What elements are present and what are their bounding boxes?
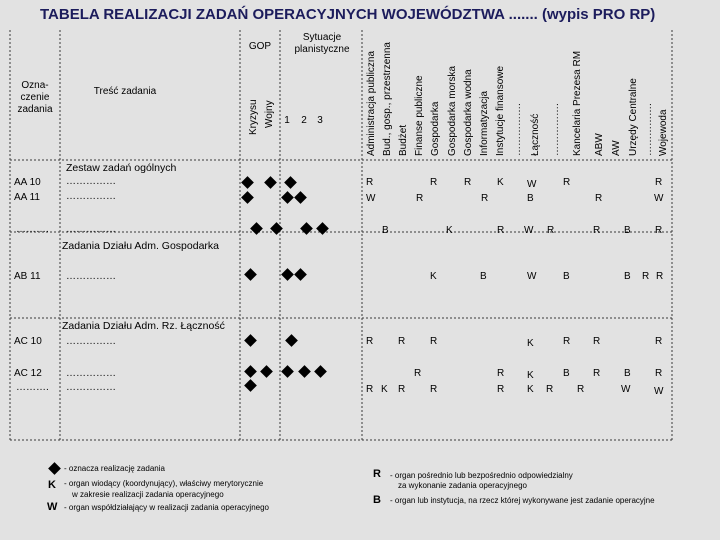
row-text: ……………	[66, 191, 116, 202]
row-code: AC 10	[14, 336, 42, 347]
row-text: ……………	[66, 382, 116, 393]
header-tresc: Treść zadania	[93, 86, 157, 97]
row-text: ……………	[66, 271, 116, 282]
col-kancelaria: Kancelaria Prezesa RM	[572, 50, 583, 156]
mark-k: K	[527, 370, 534, 381]
mark-r: R	[430, 336, 438, 347]
legend-r-text-2: za wykonanie zadania operacyjnego	[398, 481, 527, 490]
header-n1: 1	[284, 115, 290, 126]
mark-r: R	[366, 384, 374, 395]
mark-r: R	[563, 177, 571, 188]
row-text: ……………	[66, 336, 116, 347]
section-gospodarka: Zadania Działu Adm. Gospodarka	[62, 240, 220, 252]
mark-b: B	[624, 368, 631, 379]
mark-r: R	[595, 193, 603, 204]
col-bud-gosp: Bud., gosp., przestrzenna	[382, 42, 393, 156]
mark-b: B	[382, 225, 389, 236]
header-oznaczenie: Ozna- czenie zadania	[17, 80, 53, 115]
col-gosp-wodna: Gospodarka wodna	[463, 69, 474, 156]
mark-w: W	[654, 193, 664, 204]
mark-b: B	[480, 271, 487, 282]
mark-r: R	[546, 384, 554, 395]
col-urzedy: Urzędy Centralne	[628, 78, 639, 156]
row-code: ……….	[16, 224, 49, 235]
mark-r: R	[577, 384, 585, 395]
mark-k: K	[527, 384, 534, 395]
header-gop: GOP	[248, 41, 272, 52]
legend-w-text: - organ współdziałający w realizacji zadania operacyjnego	[64, 503, 269, 512]
mark-r: R	[366, 336, 374, 347]
section-lacznosc: Zadania Działu Adm. Rz. Łączność	[62, 320, 225, 332]
mark-w: W	[654, 386, 664, 397]
mark-k: K	[446, 225, 453, 236]
col-administracja: Administracja publiczna	[366, 50, 377, 156]
mark-r: R	[430, 384, 438, 395]
row-text: ……………	[66, 368, 116, 379]
legend-realizacja: - oznacza realizację zadania	[64, 464, 165, 473]
row-code: AA 10	[14, 177, 41, 188]
legend-w-symbol: W	[47, 501, 58, 513]
mark-r: R	[430, 177, 438, 188]
mark-w: W	[524, 225, 534, 236]
row-text: ……………	[66, 224, 116, 235]
mark-r: R	[656, 271, 664, 282]
mark-k: K	[527, 338, 534, 349]
mark-r: R	[414, 368, 422, 379]
mark-r: R	[497, 384, 505, 395]
mark-r: R	[655, 336, 663, 347]
mark-b: B	[624, 271, 631, 282]
mark-b: B	[527, 193, 534, 204]
legend-b-symbol: B	[373, 494, 381, 506]
col-aw: AW	[611, 140, 622, 156]
mark-r: R	[593, 368, 601, 379]
mark-w: W	[366, 193, 376, 204]
header-sytuacje: Sytuacje planistyczne	[294, 32, 350, 55]
header-kryzysu: Kryzysu	[248, 99, 259, 135]
col-placeholder-2: …………….	[550, 103, 561, 156]
header-n3: 3	[317, 115, 323, 126]
col-wojewoda: Wojewoda	[658, 109, 669, 156]
mark-r: R	[547, 225, 555, 236]
mark-r: R	[593, 336, 601, 347]
col-placeholder-3: …………….	[643, 103, 654, 156]
col-gospodarka: Gospodarka	[430, 101, 441, 156]
mark-r: R	[398, 336, 406, 347]
legend-r-symbol: R	[373, 468, 381, 480]
mark-r: R	[481, 193, 489, 204]
header-wojny: Wojny	[264, 100, 275, 128]
col-instytucje: Instytucje finansowe	[495, 65, 506, 156]
mark-r: R	[497, 368, 505, 379]
legend-b-text: - organ lub instytucja, na rzecz której wykonywane jest zadanie operacyjne	[390, 496, 655, 505]
col-gosp-morska: Gospodarka morska	[447, 65, 458, 156]
header-n2: 2	[301, 115, 307, 126]
mark-r: R	[563, 336, 571, 347]
mark-b: B	[563, 368, 570, 379]
legend-k-symbol: K	[48, 479, 56, 491]
section-ogolne: Zestaw zadań ogólnych	[66, 162, 177, 174]
mark-w: W	[527, 271, 537, 282]
legend-r-text: - organ pośrednio lub bezpośrednio odpowiedzialny	[390, 471, 573, 480]
col-abw: ABW	[594, 133, 605, 156]
mark-r: R	[464, 177, 472, 188]
legend-k-text: - organ wiodący (koordynujący), właściwy merytorycznie	[64, 479, 264, 488]
col-finanse: Finanse publiczne	[414, 75, 425, 156]
row-text: ……………	[66, 176, 116, 187]
col-budzet: Budżet	[398, 124, 409, 156]
mark-r: R	[593, 225, 601, 236]
mark-w: W	[527, 179, 537, 190]
mark-r: R	[655, 368, 663, 379]
row-code: AC 12	[14, 368, 42, 379]
mark-r: R	[655, 177, 663, 188]
mark-w: W	[621, 384, 631, 395]
col-lacznosc: Łączność	[530, 113, 541, 156]
mark-b: B	[563, 271, 570, 282]
page-title: TABELA REALIZACJI ZADAŃ OPERACYJNYCH WOJEWÓDZTWA ....... (wypis PRO RP)	[40, 6, 656, 23]
mark-r: R	[655, 225, 663, 236]
row-code: ……….	[16, 382, 49, 393]
mark-k: K	[497, 177, 504, 188]
mark-r: R	[416, 193, 424, 204]
mark-k: K	[381, 384, 388, 395]
mark-r: R	[398, 384, 406, 395]
mark-b: B	[624, 225, 631, 236]
mark-r: R	[366, 177, 374, 188]
mark-r: R	[642, 271, 650, 282]
col-informatyzacja: Informatyzacja	[479, 90, 490, 156]
mark-r: R	[497, 225, 505, 236]
row-code: AA 11	[14, 192, 40, 203]
legend-k-text-2: w zakresie realizacji zadania operacyjnego	[72, 490, 224, 499]
col-placeholder-1: …………….	[512, 103, 523, 156]
row-code: AB 11	[14, 271, 41, 282]
mark-k: K	[430, 271, 437, 282]
